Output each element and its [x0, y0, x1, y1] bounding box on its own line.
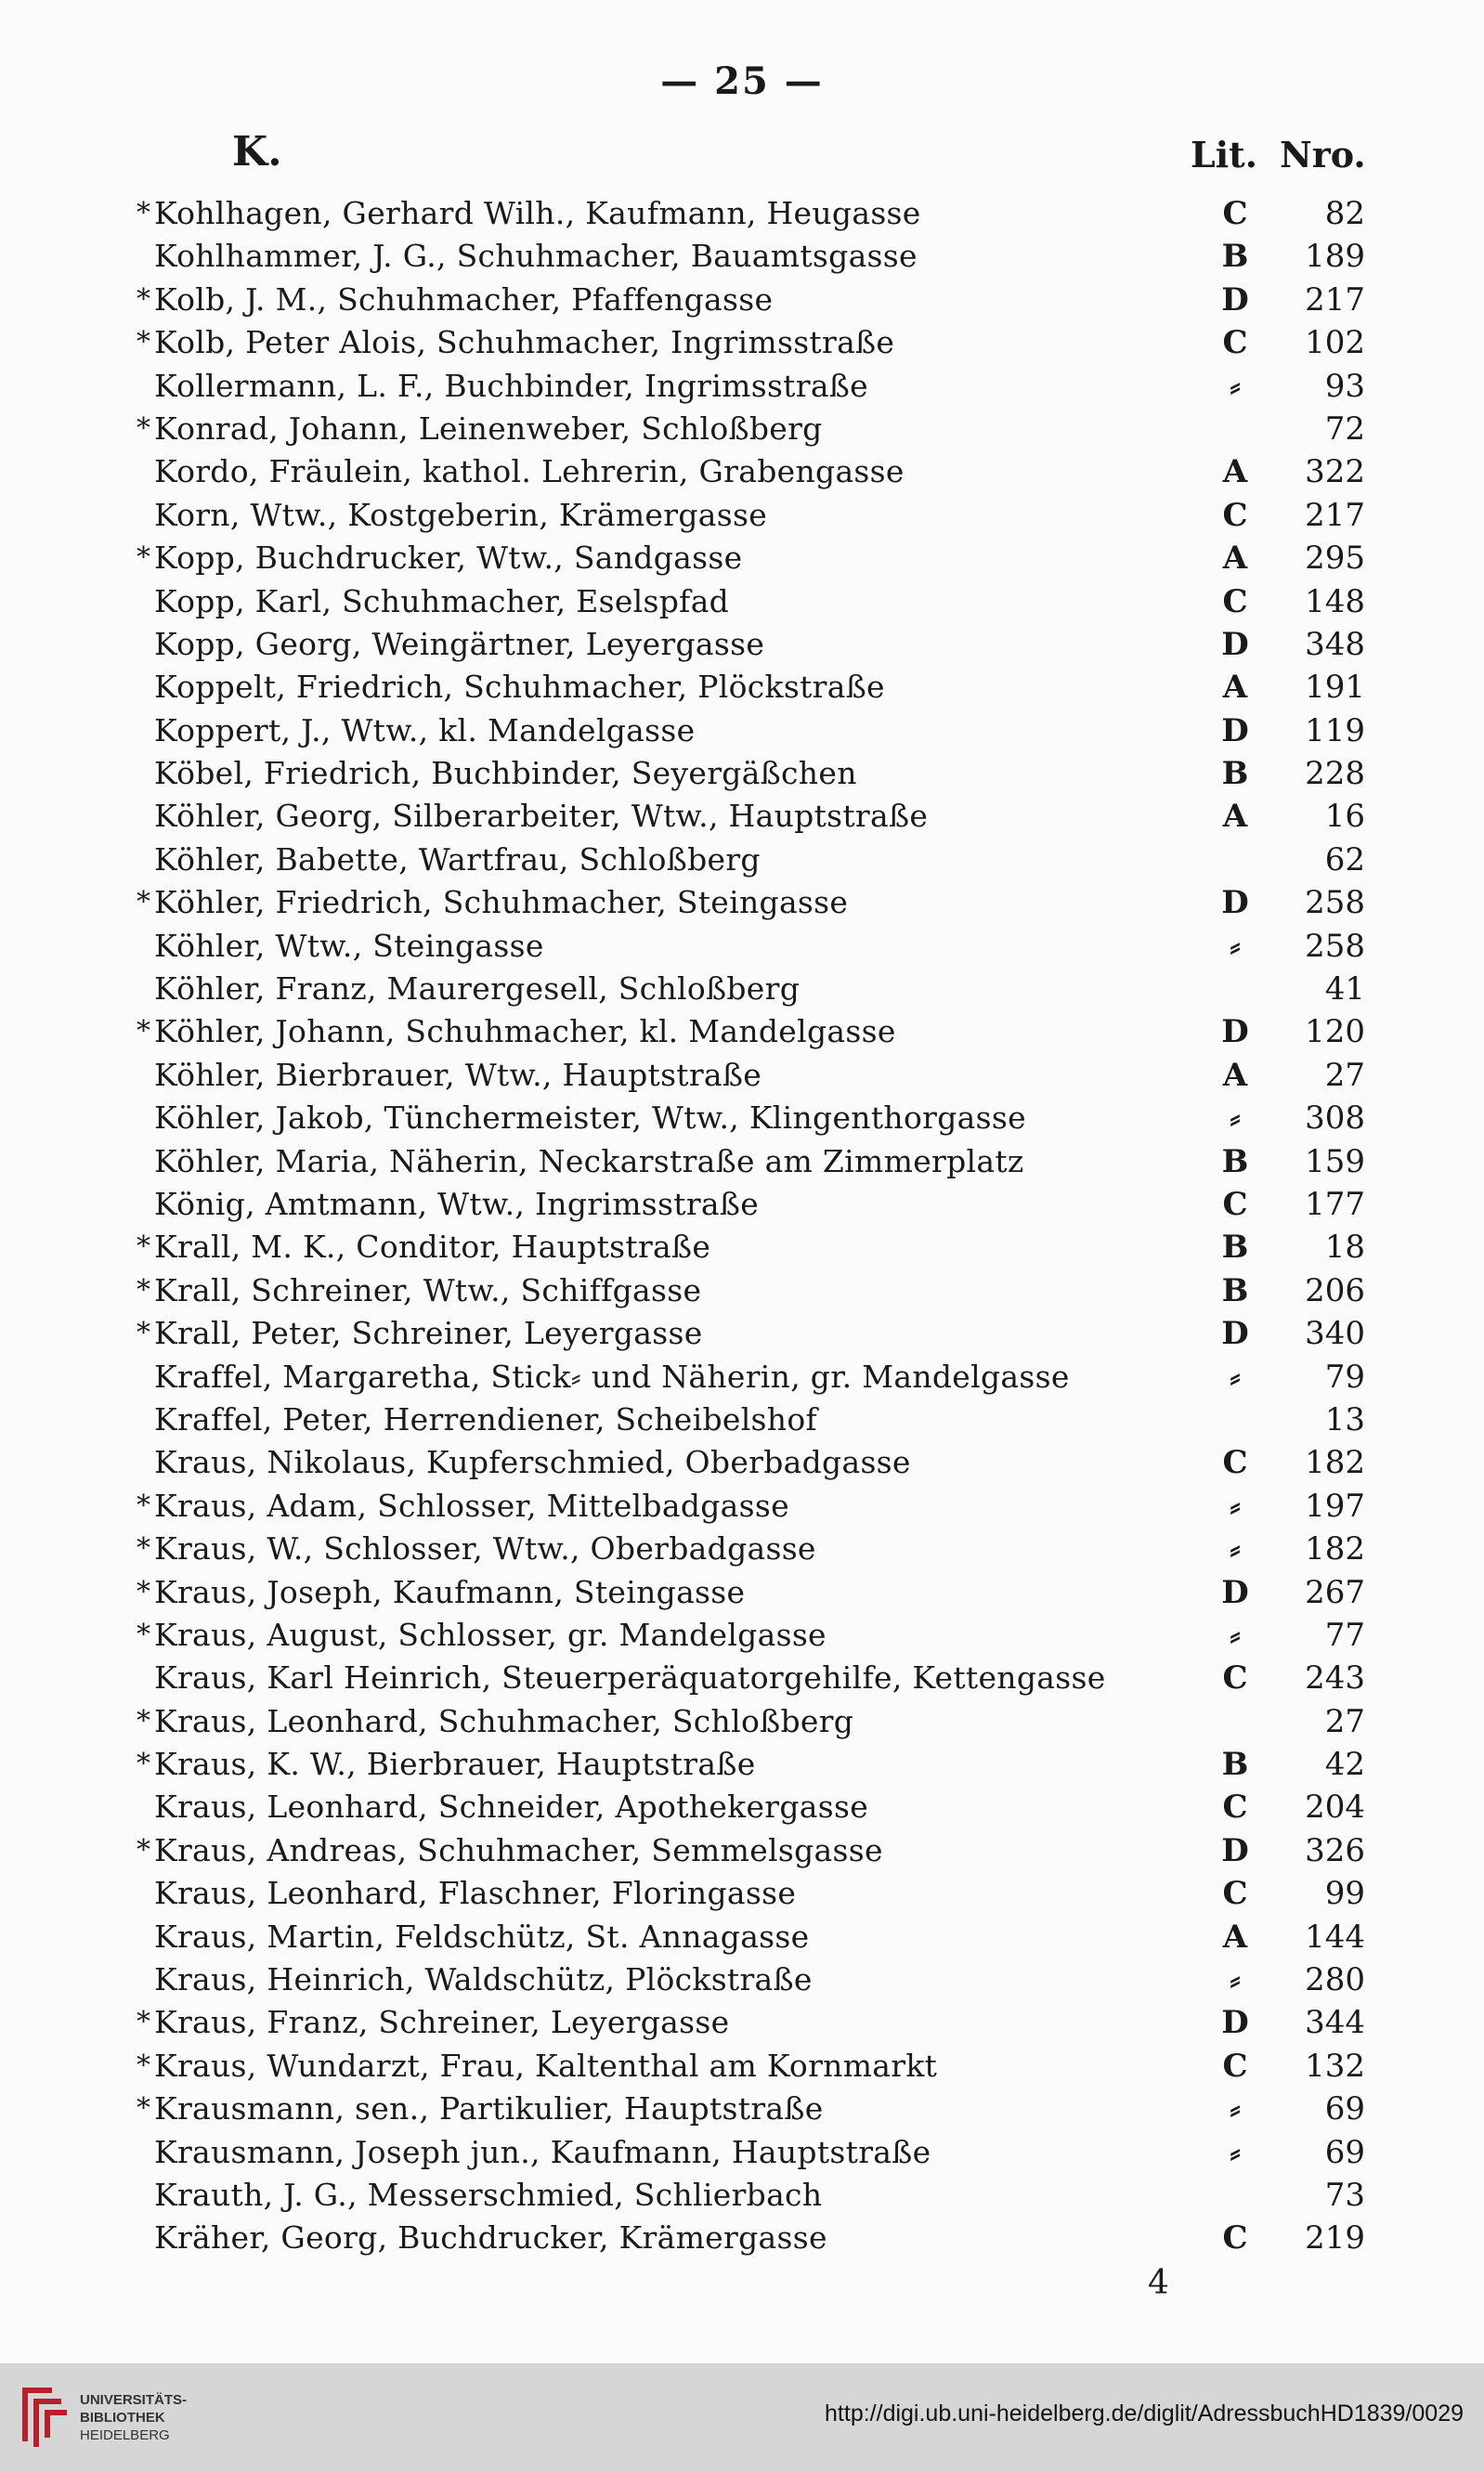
- entry-nro: 77: [1324, 1616, 1365, 1654]
- entry-nro: 27: [1324, 1702, 1365, 1740]
- entry-name: Kraus, Heinrich, Waldschütz, Plöckstraße: [154, 1961, 813, 1998]
- entry-nro: 322: [1305, 453, 1365, 491]
- entry-lit: A: [1222, 1918, 1248, 1956]
- entry-name: Köhler, Georg, Silberarbeiter, Wtw., Hauptstraße: [154, 798, 929, 835]
- entry-star-mark: *: [137, 1489, 150, 1522]
- entry-name: Krausmann, sen., Partikulier, Hauptstraße: [154, 2090, 824, 2127]
- entry-star-mark: *: [137, 1273, 150, 1307]
- entry-lit: B: [1221, 1142, 1249, 1180]
- section-header: [0, 128, 1484, 180]
- entry-lit: C: [1222, 496, 1248, 534]
- entry-nro: 295: [1305, 540, 1365, 578]
- entry-lit: D: [1221, 884, 1249, 922]
- entry-name: Kordo, Fräulein, kathol. Lehrerin, Grabengasse: [154, 453, 905, 490]
- entry-nro: 13: [1324, 1400, 1365, 1438]
- entry-star-mark: *: [137, 541, 150, 575]
- entry-nro: 148: [1305, 582, 1365, 620]
- entry-nro: 258: [1305, 884, 1365, 922]
- entry-name: Kolb, Peter Alois, Schuhmacher, Ingrimsstraße: [154, 324, 895, 361]
- entry-nro: 217: [1305, 496, 1365, 534]
- directory-entry: [0, 710, 1484, 753]
- entry-star-mark: *: [137, 1230, 150, 1264]
- entry-star-mark: *: [137, 282, 150, 316]
- entry-lit: B: [1221, 1229, 1249, 1267]
- directory-entry: [0, 2002, 1484, 2045]
- entry-lit: A: [1222, 798, 1248, 836]
- entry-nro: 280: [1305, 1961, 1365, 1999]
- directory-entry: [0, 1787, 1484, 1829]
- entry-lit: D: [1221, 711, 1249, 749]
- entry-name: Kopp, Buchdrucker, Wtw., Sandgasse: [154, 540, 743, 577]
- entry-star-mark: *: [137, 411, 150, 445]
- entry-name: Koppert, J., Wtw., kl. Mandelgasse: [154, 711, 696, 748]
- entry-lit: D: [1221, 1831, 1249, 1869]
- entry-nro: 344: [1305, 2004, 1365, 2042]
- entry-name: Kraus, Leonhard, Flaschner, Floringasse: [154, 1875, 797, 1912]
- entry-name: Kohlhagen, Gerhard Wilh., Kaufmann, Heugasse: [154, 195, 921, 231]
- entry-nro: 62: [1324, 840, 1365, 878]
- directory-entry: [0, 1357, 1484, 1399]
- entry-lit: ⸗: [1230, 1616, 1241, 1654]
- library-name-line2: BIBLIOTHEK: [80, 2410, 165, 2426]
- entry-lit: A: [1222, 669, 1248, 707]
- entry-name: Kräher, Georg, Buchdrucker, Krämergasse: [154, 2219, 827, 2257]
- directory-entry: [0, 1313, 1484, 1356]
- entry-star-mark: *: [137, 1532, 150, 1566]
- entry-nro: 144: [1305, 1918, 1365, 1956]
- directory-entry: [0, 1486, 1484, 1529]
- directory-entry: [0, 1830, 1484, 1873]
- entry-lit: C: [1222, 582, 1248, 620]
- directory-entry: [0, 1529, 1484, 1571]
- entry-name: Köbel, Friedrich, Buchbinder, Seyergäßchen: [154, 755, 857, 792]
- entry-name: Kraus, Martin, Feldschütz, St. Annagasse: [154, 1918, 810, 1955]
- directory-entry: [0, 1701, 1484, 1744]
- entry-nro: 326: [1305, 1831, 1365, 1869]
- entry-name: Köhler, Bierbrauer, Wtw., Hauptstraße: [154, 1056, 762, 1093]
- entry-lit: D: [1221, 1315, 1249, 1353]
- entry-nro: 27: [1324, 1056, 1365, 1094]
- library-name-line3: HEIDELBERG: [80, 2427, 170, 2443]
- page-number: — 25 —: [660, 59, 824, 103]
- entry-lit: ⸗: [1230, 367, 1241, 405]
- directory-entry: [0, 236, 1484, 279]
- entry-nro: 18: [1324, 1229, 1365, 1267]
- entry-name: Kraus, August, Schlosser, gr. Mandelgasse: [154, 1616, 827, 1653]
- entry-name: Krausmann, Joseph jun., Kaufmann, Hauptstraße: [154, 2133, 931, 2170]
- entry-star-mark: *: [137, 1015, 150, 1048]
- entry-nro: 82: [1324, 195, 1365, 232]
- entry-nro: 219: [1305, 2219, 1365, 2257]
- directory-entry: [0, 882, 1484, 925]
- column-header-nro: Nro.: [1280, 134, 1366, 176]
- entry-star-mark: *: [137, 1575, 150, 1608]
- entry-lit: ⸗: [1230, 1099, 1241, 1138]
- directory-entry: [0, 2088, 1484, 2131]
- entry-nro: 132: [1305, 2047, 1365, 2085]
- entry-name: Köhler, Friedrich, Schuhmacher, Steingasse: [154, 884, 849, 921]
- entry-lit: D: [1221, 625, 1249, 663]
- entry-lit: B: [1221, 1271, 1249, 1309]
- directory-entry: [0, 667, 1484, 709]
- entry-nro: 69: [1324, 2133, 1365, 2171]
- entry-lit: C: [1222, 1789, 1248, 1827]
- entry-name: Kohlhammer, J. G., Schuhmacher, Bauamtsgasse: [154, 238, 918, 275]
- entry-nro: 120: [1305, 1013, 1365, 1051]
- section-letter: K.: [232, 128, 282, 176]
- entry-name: Kopp, Karl, Schuhmacher, Eselspfad: [154, 582, 730, 619]
- entry-lit: C: [1222, 324, 1248, 362]
- entry-lit: C: [1222, 1659, 1248, 1698]
- source-url[interactable]: http://digi.ub.uni-heidelberg.de/diglit/AdressbuchHD1839/0029: [825, 2400, 1464, 2426]
- entry-star-mark: *: [137, 1317, 150, 1350]
- entry-name: Köhler, Johann, Schuhmacher, kl. Mandelgasse: [154, 1013, 896, 1050]
- directory-entry: [0, 1227, 1484, 1269]
- signature-mark: 4: [1148, 2264, 1169, 2302]
- entry-nro: 79: [1324, 1358, 1365, 1396]
- entry-nro: 119: [1305, 711, 1365, 749]
- directory-entry: [0, 2175, 1484, 2218]
- entry-nro: 197: [1305, 1487, 1365, 1525]
- entry-star-mark: *: [137, 886, 150, 919]
- entry-lit: ⸗: [1230, 927, 1241, 965]
- entry-nro: 41: [1324, 970, 1365, 1008]
- entry-nro: 99: [1324, 1875, 1365, 1913]
- entry-nro: 73: [1324, 2176, 1365, 2214]
- entry-lit: C: [1222, 2219, 1248, 2257]
- entry-name: Kopp, Georg, Weingärtner, Leyergasse: [154, 625, 765, 662]
- entry-nro: 182: [1305, 1444, 1365, 1482]
- directory-entry: [0, 451, 1484, 494]
- directory-entries: [0, 193, 1484, 2261]
- directory-entry: [0, 1615, 1484, 1658]
- directory-entry: [0, 1744, 1484, 1787]
- entry-lit: D: [1221, 2004, 1249, 2042]
- entry-nro: 308: [1305, 1099, 1365, 1138]
- entry-lit: A: [1222, 453, 1248, 491]
- entry-name: Köhler, Franz, Maurergesell, Schloßberg: [154, 970, 801, 1008]
- entry-star-mark: *: [137, 2049, 150, 2082]
- directory-entry: [0, 538, 1484, 580]
- entry-nro: 102: [1305, 324, 1365, 362]
- column-header-lit: Lit.: [1191, 134, 1257, 176]
- entry-lit: B: [1221, 755, 1249, 793]
- entry-nro: 189: [1305, 238, 1365, 276]
- entry-name: Kraus, Andreas, Schuhmacher, Semmelsgasse: [154, 1831, 883, 1868]
- directory-entry: [0, 1917, 1484, 1959]
- directory-entry: [0, 495, 1484, 538]
- entry-lit: D: [1221, 1013, 1249, 1051]
- directory-entry: [0, 1098, 1484, 1140]
- directory-entry: [0, 409, 1484, 451]
- directory-entry: [0, 753, 1484, 796]
- entry-lit: D: [1221, 280, 1249, 319]
- entry-name: Korn, Wtw., Kostgeberin, Krämergasse: [154, 496, 768, 533]
- directory-entry: [0, 969, 1484, 1011]
- entry-lit: ⸗: [1230, 1358, 1241, 1396]
- entry-lit: ⸗: [1230, 1961, 1241, 1999]
- directory-entry: [0, 1399, 1484, 1442]
- entry-nro: 206: [1305, 1271, 1365, 1309]
- entry-name: Konrad, Johann, Leinenweber, Schloßberg: [154, 410, 823, 447]
- entry-name: Krall, M. K., Conditor, Hauptstraße: [154, 1229, 711, 1266]
- entry-name: Kraus, W., Schlosser, Wtw., Oberbadgasse: [154, 1530, 816, 1568]
- footer-bar: [0, 2363, 1484, 2472]
- entry-lit: ⸗: [1230, 2133, 1241, 2171]
- entry-nro: 72: [1324, 410, 1365, 448]
- entry-nro: 191: [1305, 669, 1365, 707]
- entry-nro: 340: [1305, 1315, 1365, 1353]
- entry-name: Kraus, Joseph, Kaufmann, Steingasse: [154, 1573, 746, 1610]
- entry-name: Kraus, Franz, Schreiner, Leyergasse: [154, 2004, 730, 2041]
- directory-entry: [0, 839, 1484, 882]
- entry-nro: 228: [1305, 755, 1365, 793]
- entry-nro: 93: [1324, 367, 1365, 405]
- entry-nro: 267: [1305, 1573, 1365, 1611]
- directory-entry: [0, 1141, 1484, 1184]
- directory-entry: [0, 1184, 1484, 1227]
- entry-nro: 182: [1305, 1530, 1365, 1568]
- directory-entry: [0, 322, 1484, 365]
- entry-name: Koppelt, Friedrich, Schuhmacher, Plöckstraße: [154, 669, 885, 706]
- entry-lit: D: [1221, 1573, 1249, 1611]
- library-name: [80, 2391, 187, 2444]
- entry-lit: A: [1222, 1056, 1248, 1094]
- directory-entry: [0, 366, 1484, 409]
- entry-name: Krall, Schreiner, Wtw., Schiffgasse: [154, 1271, 702, 1308]
- directory-entry: [0, 2218, 1484, 2260]
- directory-entry: [0, 926, 1484, 969]
- directory-entry: [0, 1658, 1484, 1700]
- entry-lit: C: [1222, 1185, 1248, 1223]
- directory-entry: [0, 1270, 1484, 1313]
- directory-entry: [0, 624, 1484, 667]
- entry-nro: 69: [1324, 2090, 1365, 2128]
- directory-entry: [0, 1442, 1484, 1485]
- directory-entry: [0, 1055, 1484, 1098]
- directory-entry: [0, 1572, 1484, 1615]
- entry-nro: 348: [1305, 625, 1365, 663]
- entry-lit: C: [1222, 195, 1248, 232]
- entry-lit: B: [1221, 1746, 1249, 1784]
- entry-lit: ⸗: [1230, 2090, 1241, 2128]
- entry-nro: 204: [1305, 1789, 1365, 1827]
- entry-nro: 217: [1305, 280, 1365, 319]
- entry-name: Kraus, Wundarzt, Frau, Kaltenthal am Kornmarkt: [154, 2047, 938, 2084]
- entry-star-mark: *: [137, 1704, 150, 1737]
- entry-name: Köhler, Babette, Wartfrau, Schloßberg: [154, 840, 761, 878]
- entry-nro: 16: [1324, 798, 1365, 836]
- entry-star-mark: *: [137, 1833, 150, 1867]
- entry-name: Kraus, Karl Heinrich, Steuerperäquatorgehilfe, Kettengasse: [154, 1659, 1106, 1697]
- entry-star-mark: *: [137, 1748, 150, 1781]
- directory-entry: [0, 280, 1484, 322]
- entry-lit: B: [1221, 238, 1249, 276]
- entry-name: Krall, Peter, Schreiner, Leyergasse: [154, 1315, 703, 1352]
- entry-lit: C: [1222, 1875, 1248, 1913]
- entry-lit: C: [1222, 2047, 1248, 2085]
- directory-entry: [0, 581, 1484, 624]
- library-name-line1: UNIVERSITÄTS-: [80, 2392, 188, 2408]
- entry-nro: 243: [1305, 1659, 1365, 1698]
- entry-star-mark: *: [137, 2092, 150, 2126]
- directory-entry: [0, 1959, 1484, 2002]
- entry-name: Köhler, Jakob, Tünchermeister, Wtw., Klingenthorgasse: [154, 1099, 1026, 1137]
- directory-entry: [0, 1011, 1484, 1054]
- entry-name: Köhler, Maria, Näherin, Neckarstraße am Zimmerplatz: [154, 1142, 1024, 1179]
- library-logo-icon: [15, 2384, 71, 2451]
- entry-name: Kraus, Leonhard, Schneider, Apothekergasse: [154, 1789, 869, 1826]
- directory-entry: [0, 2132, 1484, 2175]
- entry-nro: 258: [1305, 927, 1365, 965]
- entry-name: Kolb, J. M., Schuhmacher, Pfaffengasse: [154, 280, 774, 318]
- entry-star-mark: *: [137, 1618, 150, 1651]
- entry-name: Kollermann, L. F., Buchbinder, Ingrimsstraße: [154, 367, 868, 404]
- directory-entry: [0, 1873, 1484, 1916]
- entry-lit: A: [1222, 540, 1248, 578]
- directory-entry: [0, 2046, 1484, 2088]
- entry-nro: 177: [1305, 1185, 1365, 1223]
- entry-name: Kraus, Adam, Schlosser, Mittelbadgasse: [154, 1487, 789, 1524]
- entry-name: Krauth, J. G., Messerschmied, Schlierbach: [154, 2176, 823, 2213]
- directory-entry: [0, 193, 1484, 236]
- entry-nro: 159: [1305, 1142, 1365, 1180]
- entry-lit: ⸗: [1230, 1487, 1241, 1525]
- entry-star-mark: *: [137, 326, 150, 359]
- entry-lit: ⸗: [1230, 1530, 1241, 1568]
- directory-entry: [0, 796, 1484, 839]
- entry-name: König, Amtmann, Wtw., Ingrimsstraße: [154, 1185, 760, 1222]
- entry-name: Kraus, Nikolaus, Kupferschmied, Oberbadgasse: [154, 1444, 911, 1481]
- entry-name: Kraus, Leonhard, Schuhmacher, Schloßberg: [154, 1702, 854, 1739]
- entry-lit: C: [1222, 1444, 1248, 1482]
- entry-name: Köhler, Wtw., Steingasse: [154, 927, 544, 964]
- entry-nro: 42: [1324, 1746, 1365, 1784]
- entry-star-mark: *: [137, 2006, 150, 2039]
- entry-name: Kraffel, Peter, Herrendiener, Scheibelshof: [154, 1400, 818, 1438]
- entry-name: Kraus, K. W., Bierbrauer, Hauptstraße: [154, 1746, 756, 1783]
- entry-name: Kraffel, Margaretha, Stick⸗ und Näherin, gr. Mandelgasse: [154, 1358, 1070, 1395]
- entry-star-mark: *: [137, 197, 150, 229]
